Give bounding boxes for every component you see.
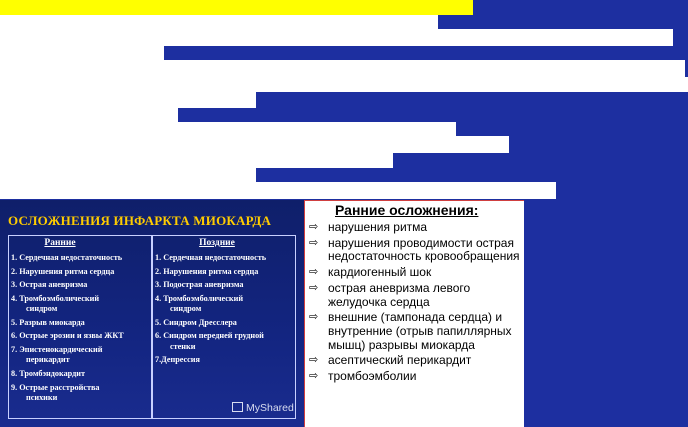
early-column-header: Ранние <box>44 238 76 248</box>
text-bar <box>0 60 685 77</box>
text-bar <box>0 153 393 168</box>
list-item: ⇨ острая аневризма левого желудочка сердца <box>309 280 471 309</box>
arrow-bullet-icon: ⇨ <box>309 236 319 249</box>
list-item: 5. Разрыв миокарда <box>11 317 85 327</box>
list-item: 4. Тромбоэмболический синдром <box>11 293 100 314</box>
list-item: 6. Синдром передней грудной стенки <box>155 331 264 351</box>
list-item: ⇨ асептический перикардит <box>309 353 472 368</box>
late-complications-list <box>155 253 295 369</box>
arrow-bullet-icon: ⇨ <box>309 354 319 367</box>
text-bar <box>0 136 509 153</box>
text-bar <box>0 182 556 199</box>
list-item: 9. Острые расстройства психики <box>11 382 100 402</box>
list-item: 1. Сердечная недостаточность <box>11 253 123 262</box>
early-complications-bullets <box>309 221 521 386</box>
list-item: 8. Тромбэндокардит <box>11 368 86 378</box>
text-bar <box>0 77 688 92</box>
list-item: 6. Острые эрозии и язвы ЖКТ <box>11 331 124 341</box>
list-item: 2. Нарушения ритма сердца <box>11 266 115 276</box>
text-bar <box>0 15 438 29</box>
arrow-bullet-icon: ⇨ <box>309 221 319 233</box>
list-item: 7. Эпистенокардический перикардит <box>11 344 103 365</box>
list-item: ⇨ внешние (тампонада сердца) и внутренние (отрыв папиллярных мышц) разрывы миокарда <box>309 310 512 352</box>
list-item: 3. Подострая аневризма <box>155 280 244 290</box>
text-bar <box>0 168 256 182</box>
arrow-bullet-icon: ⇨ <box>309 311 319 324</box>
list-item: 3. Острая аневризма <box>11 280 88 290</box>
watermark: MyShared <box>232 402 294 414</box>
early-complications-title: Ранние осложнения: <box>335 202 479 218</box>
arrow-bullet-icon: ⇨ <box>309 281 319 294</box>
text-bar <box>0 29 673 46</box>
list-item: 7.Депрессия <box>155 355 200 365</box>
highlight-bar <box>0 0 473 15</box>
list-item: ⇨ нарушения проводимости острая недостаточность кровообращения <box>309 235 520 264</box>
text-bar <box>0 108 178 122</box>
list-item: 1. Сердечная недостаточность <box>155 253 267 262</box>
late-column-header: Поздние <box>199 238 235 248</box>
text-bar <box>0 46 164 60</box>
text-bar <box>0 92 256 108</box>
list-item: 5. Синдром Дресслера <box>155 317 237 327</box>
early-complications-list <box>11 253 151 407</box>
list-item: 2. Нарушения ритма сердца <box>155 266 259 276</box>
arrow-bullet-icon: ⇨ <box>309 370 319 383</box>
list-item: ⇨ тромбоэмболии <box>309 369 417 384</box>
arrow-bullet-icon: ⇨ <box>309 266 319 279</box>
slide-title: ОСЛОЖНЕНИЯ ИНФАРКТА МИОКАРДА <box>8 213 272 228</box>
list-item: ⇨ нарушения ритма <box>309 220 428 234</box>
list-item: 4. Тромбоэмболический синдром <box>155 293 244 314</box>
list-item: ⇨ кардиогенный шок <box>309 265 432 280</box>
presentation-icon <box>232 402 243 412</box>
text-bar <box>0 122 456 136</box>
